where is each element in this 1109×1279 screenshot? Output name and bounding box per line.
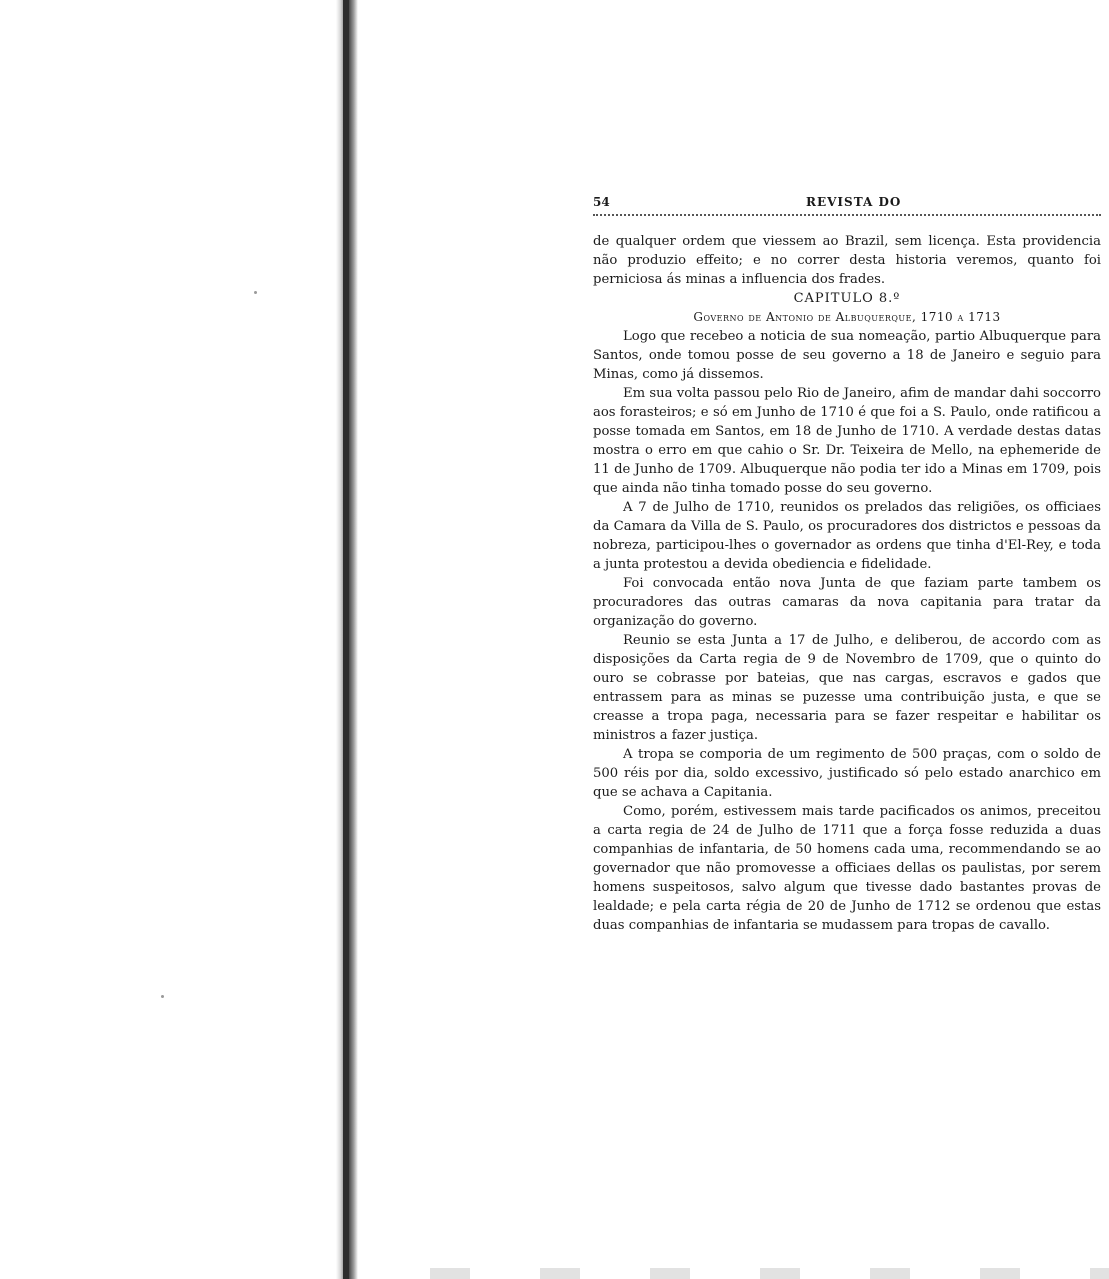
paragraph: A tropa se comporia de um regimento de 500 praças, com o soldo de 500 réis por dia, soldo excessivo, justificado só pelo estado anarchico em que se achava a Capitania.	[593, 747, 1101, 800]
paragraph: Logo que recebeo a noticia de sua nomeação, partio Albuquerque para Santos, onde tomou posse de seu governo a 18 de Janeiro e seguio para Minas, como já dissemos.	[593, 329, 1101, 382]
page-text	[593, 232, 1101, 935]
running-title: REVISTA DO	[806, 195, 902, 209]
right-page	[360, 0, 1109, 1279]
page-header	[593, 195, 1101, 215]
opening-paragraph: de qualquer ordem que viessem ao Brazil, sem licença. Esta providencia não produzio effeito; e no correr desta historia veremos, quanto foi perniciosa ás minas a influencia dos frades.	[593, 234, 1101, 287]
paper-speck	[254, 291, 257, 294]
paper-speck	[161, 995, 164, 998]
paragraph: A 7 de Julho de 1710, reunidos os prelados das religiões, os officiaes da Camara da Villa de S. Paulo, os procuradores dos districtos e pessoas da nobreza, participou-lhes o governador as ordens que tinha d'El-Rey, e toda a junta protestou a devida obediencia e fidelidade.	[593, 500, 1101, 572]
header-rule	[593, 214, 1101, 216]
page-number: 54	[593, 195, 610, 209]
paragraph: Foi convocada então nova Junta de que faziam parte tambem os procuradores das outras camaras da nova capitania para tratar da organização do governo.	[593, 576, 1101, 629]
page-bottom-edge	[360, 1268, 1109, 1279]
paragraph: Reunio se esta Junta a 17 de Julho, e deliberou, de accordo com as disposições da Carta regia de 9 de Novembro de 1709, que o quinto do ouro se cobrasse por bateias, que nas cargas, escravos e gados que entrassem para as minas se puzesse uma contribuição justa, e que se creasse a tropa paga, necessaria para se fazer respeitar e habilitar os ministros a fazer justiça.	[593, 633, 1101, 743]
chapter-heading: CAPITULO 8.º	[793, 291, 901, 306]
paragraph: Como, porém, estivessem mais tarde pacificados os animos, preceitou a carta regia de 24 de Julho de 1711 que a força fosse reduzida a duas companhias de infantaria, de 50 homens cada uma, recommendando se ao governador que não promovesse a officiaes dellas os paulistas, por serem homens suspeitosos, salvo algum que tivesse dado bastantes provas de lealdade; e pela carta régia de 20 de Junho de 1712 se ordenou que estas duas companhias de infantaria se mudassem para tropas de cavallo.	[593, 804, 1101, 933]
left-page-blank	[0, 0, 345, 1279]
chapter-subtitle: Governo de Antonio de Albuquerque, 1710 a 1713	[693, 310, 1001, 324]
book-spine-shadow	[343, 0, 349, 1279]
paragraph: Em sua volta passou pelo Rio de Janeiro, afim de mandar dahi soccorro aos forasteiros; e só em Junho de 1710 é que foi a S. Paulo, onde ratificou a posse tomada em Santos, em 18 de Junho de 1710. A verdade destas datas mostra o erro em que cahio o Sr. Dr. Teixeira de Mello, na ephemeride de 11 de Junho de 1709. Albuquerque não podia ter ido a Minas em 1709, pois que ainda não tinha tomado posse do seu governo.	[593, 386, 1101, 496]
